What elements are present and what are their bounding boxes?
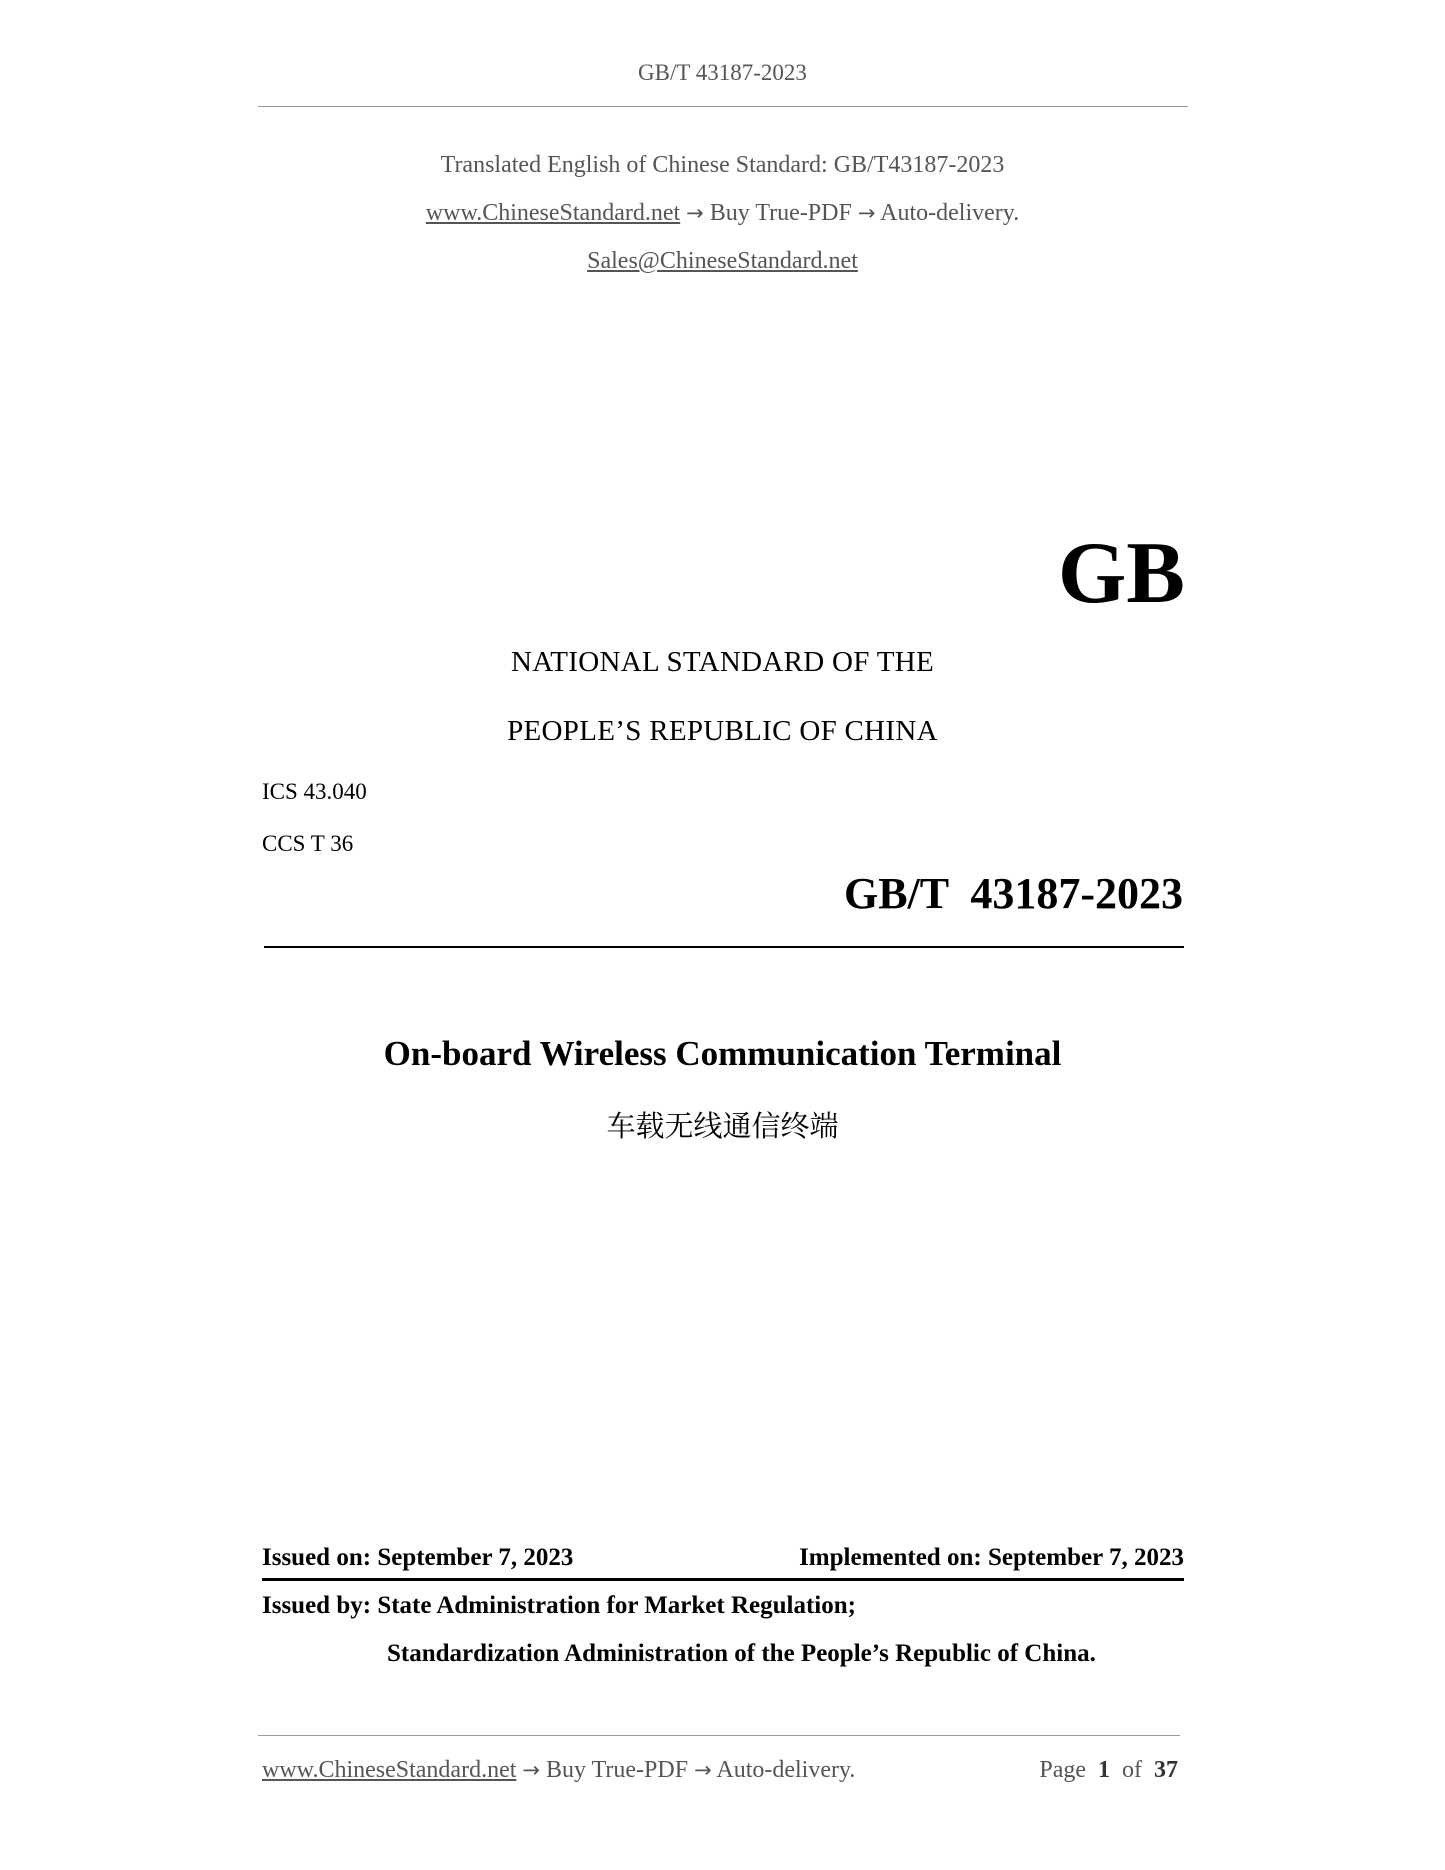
chinesestandard-site-link[interactable]: www.ChineseStandard.net: [425, 200, 681, 226]
translation-notice: Translated English of Chinese Standard: GB/T43187-2023: [440, 152, 1005, 178]
buy-true-pdf-text: Buy True-PDF: [709, 200, 852, 226]
sales-email-link[interactable]: Sales@ChineseStandard.net: [587, 248, 858, 274]
footer-delivery-text: Auto-delivery.: [716, 1757, 856, 1783]
page-total: 37: [1154, 1757, 1178, 1783]
page-of-label: of: [1122, 1757, 1142, 1783]
arrow-right-icon: →: [857, 201, 876, 225]
issued-by-line-2: Standardization Administration of the People’s Republic of China.: [387, 1640, 1096, 1667]
implemented-on-date: Implemented on: September 7, 2023: [799, 1544, 1184, 1571]
issue-divider: [262, 1578, 1184, 1581]
auto-delivery-text: Auto-delivery.: [880, 200, 1020, 226]
footer-buy-text: Buy True-PDF: [546, 1757, 689, 1783]
arrow-right-icon: →: [686, 201, 704, 225]
sales-email-line: [0, 248, 1445, 275]
document-title-english: On-board Wireless Communication Terminal: [383, 1034, 1062, 1073]
gb-standard-mark: GB: [1057, 525, 1185, 622]
standard-number: GB/T 43187-2023: [843, 869, 1183, 918]
document-title-chinese: 车载无线通信终端: [606, 1109, 839, 1143]
arrow-right-icon: →: [694, 1758, 712, 1782]
standard-number-divider: [264, 946, 1184, 948]
header-divider: [258, 106, 1188, 107]
ics-code: ICS 43.040: [262, 779, 367, 804]
ccs-code: CCS T 36: [262, 831, 354, 856]
arrow-right-icon: →: [522, 1758, 540, 1782]
running-header-title: GB/T 43187-2023: [638, 60, 807, 85]
footer-promo: [262, 1757, 855, 1784]
page-number: [1039, 1757, 1178, 1784]
issued-on-date: Issued on: September 7, 2023: [262, 1544, 574, 1571]
issued-by-line-1: Issued by: State Administration for Market Regulation;: [262, 1592, 856, 1619]
footer-site-link[interactable]: www.ChineseStandard.net: [262, 1757, 517, 1783]
page-current: 1: [1098, 1757, 1110, 1783]
promo-links-line: [0, 200, 1445, 227]
page-label: Page: [1039, 1757, 1086, 1783]
national-standard-line-1: NATIONAL STANDARD OF THE: [511, 646, 934, 678]
national-standard-line-2: PEOPLE’S REPUBLIC OF CHINA: [507, 715, 938, 747]
footer-divider: [258, 1735, 1180, 1736]
